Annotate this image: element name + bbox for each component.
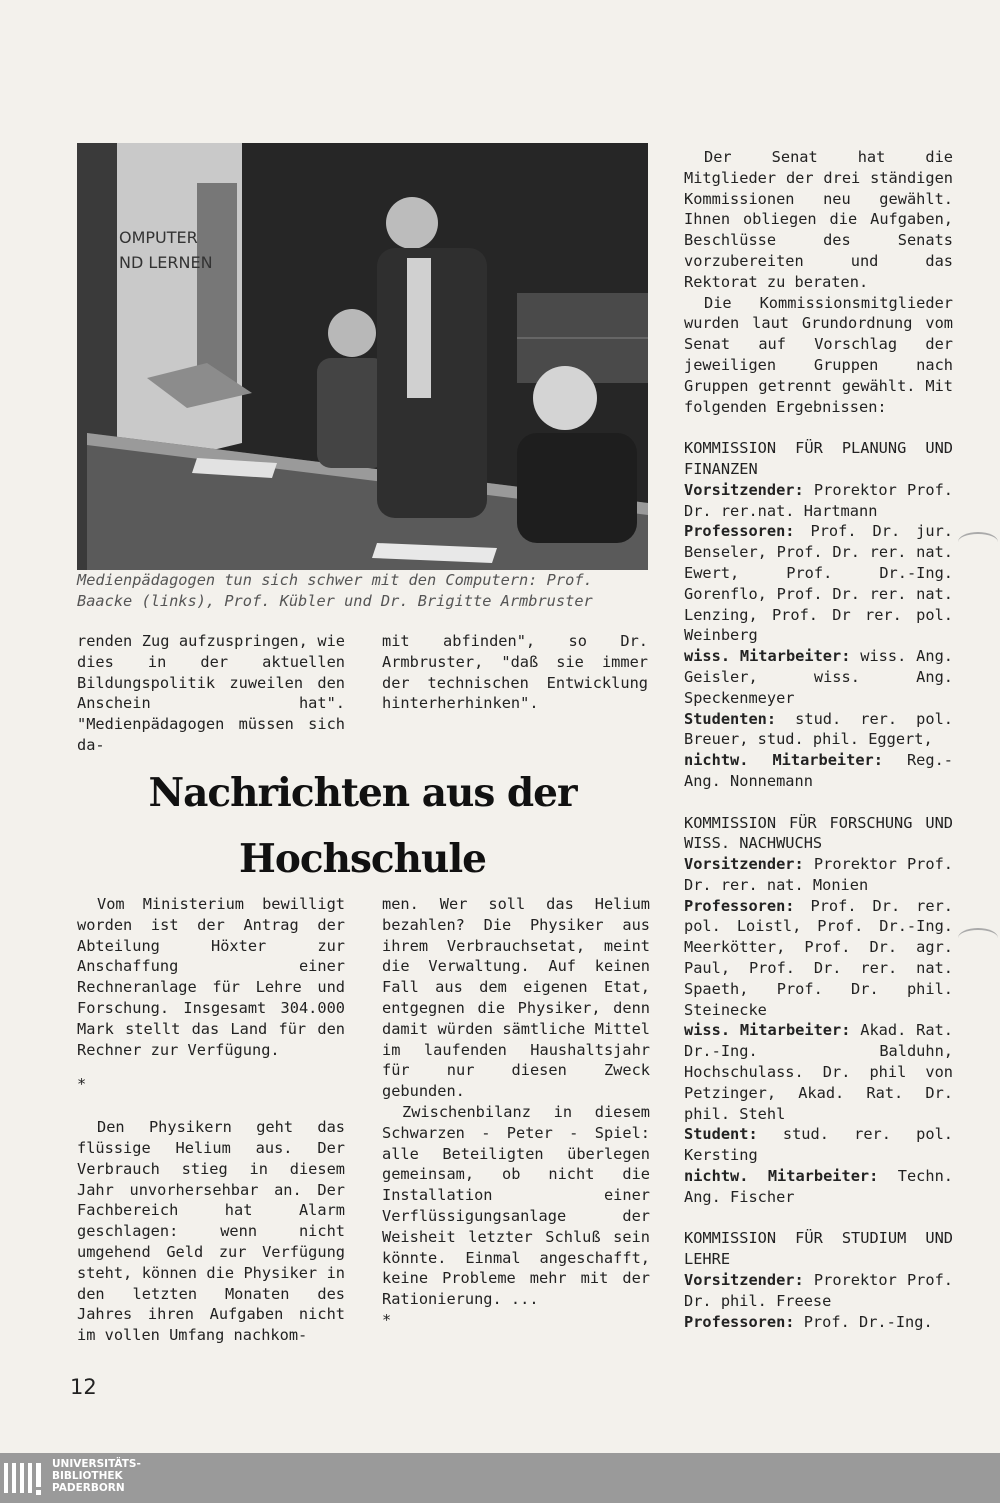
article-continuation-left: [77, 631, 345, 756]
senate-intro-2: Die Kommissionsmitglieder wurden laut Grundordnung vom Senat auf Vorschlag der jeweiligen Gruppen nach Gruppen getrennt gewählt. Mit folgenden Ergebnissen:: [684, 293, 953, 416]
commission-entry: nichtw. Mitarbeiter: Reg.-Ang. Nonnemann: [684, 751, 953, 790]
article-photo: [77, 143, 648, 570]
commission-entry: Vorsitzender: Prorektor Prof. Dr. rer. nat. Monien: [684, 855, 953, 894]
news-separator: *: [77, 1075, 87, 1094]
news-ministerium: Vom Ministerium bewilligt worden ist der Antrag der Abteilung Höxter zur Anschaffung einer Rechneranlage für Lehre und Forschung. Insgesamt 304.000 Mark stellt das Land für den Rechner zur Verfügung.: [77, 895, 345, 1059]
binding-curl: [958, 532, 998, 552]
headline-line-1: Nachrichten aus der: [148, 770, 577, 816]
commission-entry: Professoren: Prof. Dr.-Ing.: [684, 1312, 933, 1331]
news-column-right: [382, 894, 650, 1331]
commission-entry: Professoren: Prof. Dr. rer. pol. Loistl, Prof. Dr.-Ing. Meerkötter, Prof. Dr. agr. Paul, Prof. Dr. rer. nat. Spaeth, Prof. Dr. phil. Steinecke: [684, 896, 953, 1019]
commission-entry: Vorsitzender: Prorektor Prof. Dr. phil. Freese: [684, 1271, 953, 1310]
poster-text-2: ND LERNEN: [119, 253, 213, 272]
news-separator-2: *: [382, 1310, 392, 1329]
commission-title-teaching: KOMMISSION FÜR STUDIUM UND LEHRE: [684, 1229, 953, 1269]
binding-curl: [958, 928, 998, 948]
photo-caption: Medienpädagogen tun sich schwer mit den Computern: Prof. Baacke (links), Prof. Kübler und Dr. Brigitte Armbruster: [77, 571, 593, 610]
commission-entry: wiss. Mitarbeiter: Akad. Rat. Dr.-Ing. Balduhn, Hochschulass. Dr. phil von Petzinger, Akad. Rat. Dr. phil. Stehl: [684, 1021, 953, 1123]
commission-entry: Studenten: stud. rer. pol. Breuer, stud. phil. Eggert,: [684, 709, 953, 749]
commission-entry: Professoren: Prof. Dr. jur. Benseler, Prof. Dr. rer. nat. Ewert, Prof. Dr.-Ing. Gorenflo, Prof. Dr. rer. nat. Lenzing, Prof. Dr rer. pol. Weinberg: [684, 522, 953, 645]
page-number: 12: [70, 1375, 97, 1399]
library-name: UNIVERSITÄTS- BIBLIOTHEK PADERBORN: [52, 1458, 141, 1494]
commission-entry: wiss. Mitarbeiter: wiss. Ang. Geisler, wiss. Ang. Speckenmeyer: [684, 647, 953, 707]
commission-title-planning: KOMMISSION FÜR PLANUNG UND FINANZEN: [684, 439, 953, 478]
commission-entry: Vorsitzender: Prorektor Prof. Dr. rer.nat. Hartmann: [684, 480, 953, 520]
section-headline: [77, 760, 648, 892]
news-zwischenbilanz: Zwischenbilanz in diesem Schwarzen - Peter - Spiel: alle Beteiligten überlegen gemeinsam, ob nicht die Installation einer Verflüssigungsanlage der Weisheit letzter Schluß sein könnte. Einmal angeschafft, keine Probleme mehr mit der Rationierung. ...: [382, 1102, 650, 1309]
library-logo-icon: [4, 1459, 44, 1497]
senate-column: [684, 147, 953, 1332]
article-continuation-right: [382, 631, 648, 714]
news-helium-start: Den Physikern geht das flüssige Helium aus. Der Verbrauch stieg in diesem Jahr unvorhersehbar an. Der Fachbereich hat Alarm geschlagen: wenn nicht umgehend Geld zur Verfügung steht, können die Physiker in den letzten Monaten des Jahres ihren Aufgaben nicht im vollen Umfang nachkom-: [77, 1118, 345, 1345]
headline-line-2: Hochschule: [238, 836, 486, 882]
continuation-text-right: mit abfinden", so Dr. Armbruster, "daß sie immer der technischen Entwicklung hinterherhinken".: [382, 632, 648, 713]
poster-text-1: OMPUTER: [119, 228, 198, 247]
news-helium-continued: men. Wer soll das Helium bezahlen? Die Physiker aus ihrem Verbrauchsetat, meint die Verwaltung. Auf keinen Fall aus dem eigenen Etat, entgegnen die Physiker, denn damit würden sämtliche Mittel im laufenden Haushaltsjahr für nur diesen Zweck gebunden.: [382, 895, 650, 1101]
senate-intro-1: Der Senat hat die Mitglieder der drei ständigen Kommissionen neu gewählt. Ihnen obliegen die Aufgaben, Beschlüsse des Senats vorzubereiten und das Rektorat zu beraten.: [684, 148, 953, 291]
continuation-text-left: renden Zug aufzuspringen, wie dies in der aktuellen Bildungspolitik zuweilen den Anschein hat". "Medienpädagogen müssen sich da-: [77, 632, 345, 754]
commission-title-research: KOMMISSION FÜR FORSCHUNG UND WISS. NACHWUCHS: [684, 813, 953, 853]
commission-entry: Student: stud. rer. pol. Kersting: [684, 1125, 953, 1165]
news-column-left: [77, 894, 345, 1346]
commission-entry: nichtw. Mitarbeiter: Techn. Ang. Fischer: [684, 1167, 953, 1206]
library-footer: [0, 1453, 1000, 1503]
